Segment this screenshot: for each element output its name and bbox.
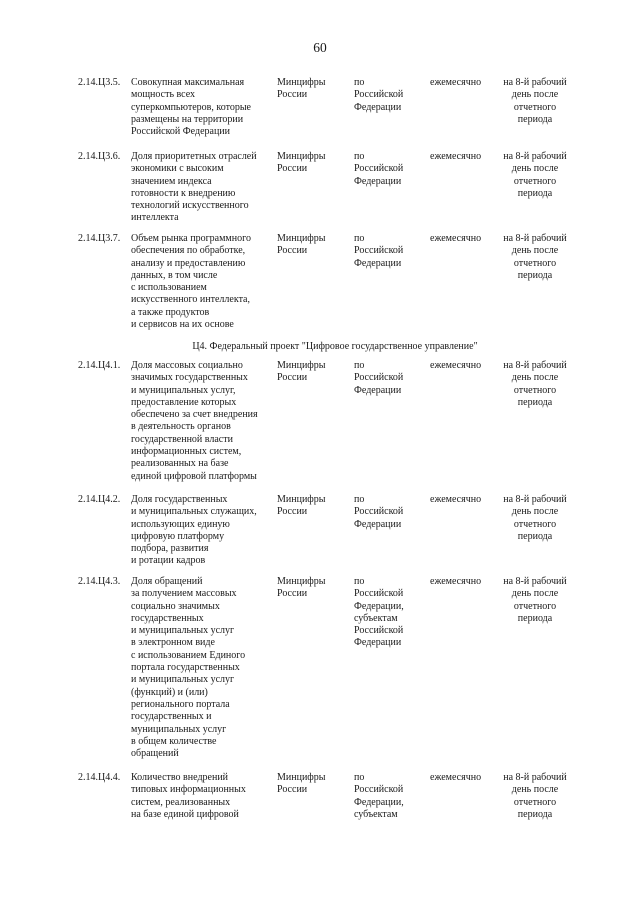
- row-frequency: ежемесячно: [430, 576, 482, 587]
- row-level: по Российской Федерации: [354, 233, 404, 269]
- row-org: Минцифры России: [277, 77, 326, 101]
- page-number: 60: [313, 40, 327, 55]
- row-code: 2.14.Ц3.5.: [78, 77, 121, 88]
- row-frequency: ежемесячно: [430, 77, 482, 88]
- section-title: Ц4. Федеральный проект "Цифровое государственное управление": [192, 341, 478, 352]
- row-name: Совокупная максимальная мощность всех суперкомпьютеров, которые размещены на территории Российской Федерации: [131, 77, 251, 138]
- table-row: [0, 772, 640, 828]
- row-org: Минцифры России: [277, 233, 326, 257]
- row-term: на 8-й рабочий день после отчетного периода: [503, 576, 567, 624]
- row-level: по Российской Федерации: [354, 360, 404, 396]
- row-level: по Российской Федерации, субъектам Российской Федерации: [354, 576, 404, 649]
- row-name: Доля массовых социально значимых государственных и муниципальных услуг, предоставление которых обеспечено за счет внедрения в деятельность органов государственной власти информационных систем, реализованных на базе единой цифровой платформы: [131, 360, 258, 482]
- row-frequency: ежемесячно: [430, 233, 482, 244]
- row-code: 2.14.Ц4.4.: [78, 772, 121, 783]
- row-org: Минцифры России: [277, 494, 326, 518]
- indicator-table: [0, 77, 640, 828]
- row-frequency: ежемесячно: [430, 360, 482, 371]
- row-code: 2.14.Ц4.2.: [78, 494, 121, 505]
- row-term: на 8-й рабочий день после отчетного периода: [503, 233, 567, 281]
- row-term: на 8-й рабочий день после отчетного периода: [503, 360, 567, 408]
- row-term: на 8-й рабочий день после отчетного периода: [503, 151, 567, 199]
- row-level: по Российской Федерации: [354, 494, 404, 530]
- row-name: Доля государственных и муниципальных служащих, использующих единую цифровую платформу подбора, развития и ротации кадров: [131, 494, 257, 567]
- row-term: на 8-й рабочий день после отчетного периода: [503, 77, 567, 125]
- row-name: Доля обращений за получением массовых социально значимых государственных и муниципальных услуг в электронном виде с использованием Единого портала государственных и муниципальных услуг (функций) и (или) регионального портала государственных и муниципальных услуг в общем количестве обращений: [131, 576, 246, 760]
- row-org: Минцифры России: [277, 360, 326, 384]
- table-row: [0, 151, 640, 233]
- row-frequency: ежемесячно: [430, 151, 482, 162]
- row-org: Минцифры России: [277, 576, 326, 600]
- row-level: по Российской Федерации: [354, 151, 404, 187]
- row-term: на 8-й рабочий день после отчетного периода: [503, 772, 567, 820]
- row-term: на 8-й рабочий день после отчетного периода: [503, 494, 567, 542]
- row-code: 2.14.Ц3.7.: [78, 233, 121, 244]
- row-org: Минцифры России: [277, 151, 326, 175]
- row-level: по Российской Федерации, субъектам: [354, 772, 404, 820]
- table-row: [0, 360, 640, 494]
- row-org: Минцифры России: [277, 772, 326, 796]
- row-name: Количество внедрений типовых информационных систем, реализованных на базе единой цифровой: [131, 772, 246, 820]
- table-row: [0, 576, 640, 772]
- row-name: Доля приоритетных отраслей экономики с высоким значением индекса готовности к внедрению технологий искусственного интеллекта: [131, 151, 257, 224]
- row-code: 2.14.Ц3.6.: [78, 151, 121, 162]
- row-name: Объем рынка программного обеспечения по обработке, анализу и предоставлению данных, в том числе с использованием искусственного интеллекта, а также продуктов и сервисов на их основе: [131, 233, 251, 331]
- row-level: по Российской Федерации: [354, 77, 404, 113]
- row-code: 2.14.Ц4.3.: [78, 576, 121, 587]
- table-row: [0, 77, 640, 151]
- row-frequency: ежемесячно: [430, 772, 482, 783]
- row-code: 2.14.Ц4.1.: [78, 360, 121, 371]
- table-row: [0, 494, 640, 576]
- row-frequency: ежемесячно: [430, 494, 482, 505]
- table-row: [0, 233, 640, 341]
